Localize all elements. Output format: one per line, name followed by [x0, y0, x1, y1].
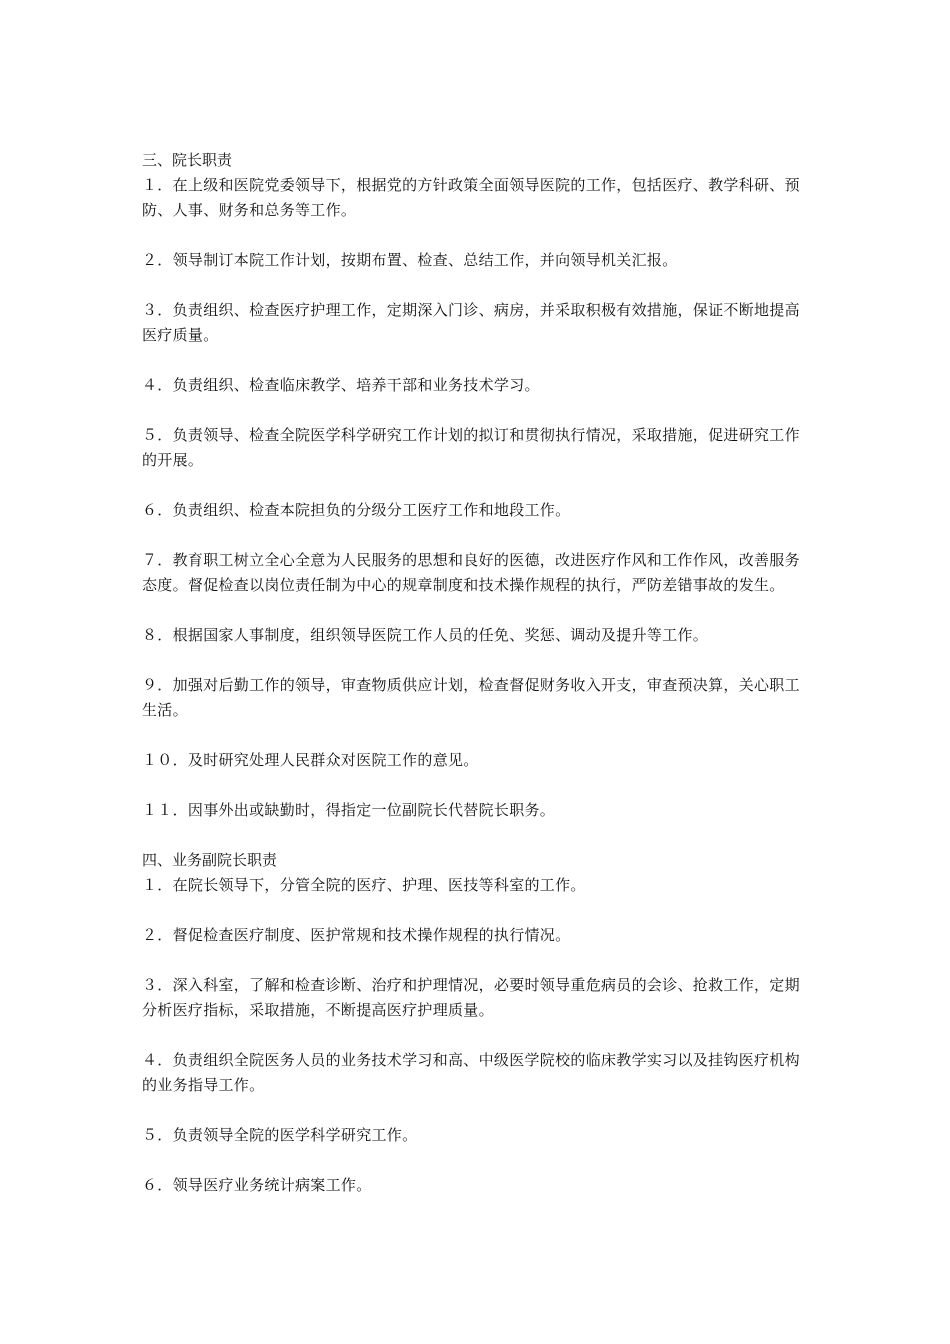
document-page	[142, 148, 814, 1223]
duty-item-5: ５．负责领导、检查全院医学科学研究工作计划的拟订和贯彻执行情况，采取措施，促进研究工作的开展。	[142, 426, 800, 469]
section-vice-president-duties	[142, 848, 814, 1198]
duty-item-1: １．在院长领导下，分管全院的医疗、护理、医技等科室的工作。	[142, 876, 586, 894]
section-president-duties	[142, 148, 814, 823]
duty-item-5: ５．负责领导全院的医学科学研究工作。	[142, 1126, 418, 1144]
duty-item-7: ７．教育职工树立全心全意为人民服务的思想和良好的医德，改进医疗作风和工作作风，改善服务态度。督促检查以岗位责任制为中心的规章制度和技术操作规程的执行，严防差错事故的发生。	[142, 551, 800, 594]
duty-item-8: ８．根据国家人事制度，组织领导医院工作人员的任免、奖惩、调动及提升等工作。	[142, 626, 709, 644]
duty-item-9: ９．加强对后勤工作的领导，审查物质供应计划，检查督促财务收入开支，审查预决算，关心职工生活。	[142, 676, 800, 719]
duty-item-4: ４．负责组织全院医务人员的业务技术学习和高、中级医学院校的临床教学实习以及挂钩医疗机构的业务指导工作。	[142, 1051, 800, 1094]
duty-item-6: ６．领导医疗业务统计病案工作。	[142, 1176, 372, 1194]
section-title: 三、院长职责	[142, 151, 233, 169]
duty-item-6: ６．负责组织、检查本院担负的分级分工医疗工作和地段工作。	[142, 501, 571, 519]
duty-item-2: ２．领导制订本院工作计划，按期布置、检查、总结工作，并向领导机关汇报。	[142, 251, 678, 269]
duty-item-3: ３．深入科室，了解和检查诊断、治疗和护理情况，必要时领导重危病员的会诊、抢救工作，定期分析医疗指标，采取措施，不断提高医疗护理质量。	[142, 976, 800, 1019]
duty-item-10: １０．及时研究处理人民群众对医院工作的意见。	[142, 751, 479, 769]
duty-item-1: １．在上级和医院党委领导下，根据党的方针政策全面领导医院的工作，包括医疗、教学科研、预防、人事、财务和总务等工作。	[142, 176, 800, 219]
duty-item-2: ２．督促检查医疗制度、医护常规和技术操作规程的执行情况。	[142, 926, 571, 944]
section-title: 四、业务副院长职责	[142, 851, 278, 869]
duty-item-11: １１．因事外出或缺勤时，得指定一位副院长代替院长职务。	[142, 801, 556, 819]
duty-item-4: ４．负责组织、检查临床教学、培养干部和业务技术学习。	[142, 376, 540, 394]
duty-item-3: ３．负责组织、检查医疗护理工作，定期深入门诊、病房，并采取积极有效措施，保证不断地提高医疗质量。	[142, 301, 800, 344]
